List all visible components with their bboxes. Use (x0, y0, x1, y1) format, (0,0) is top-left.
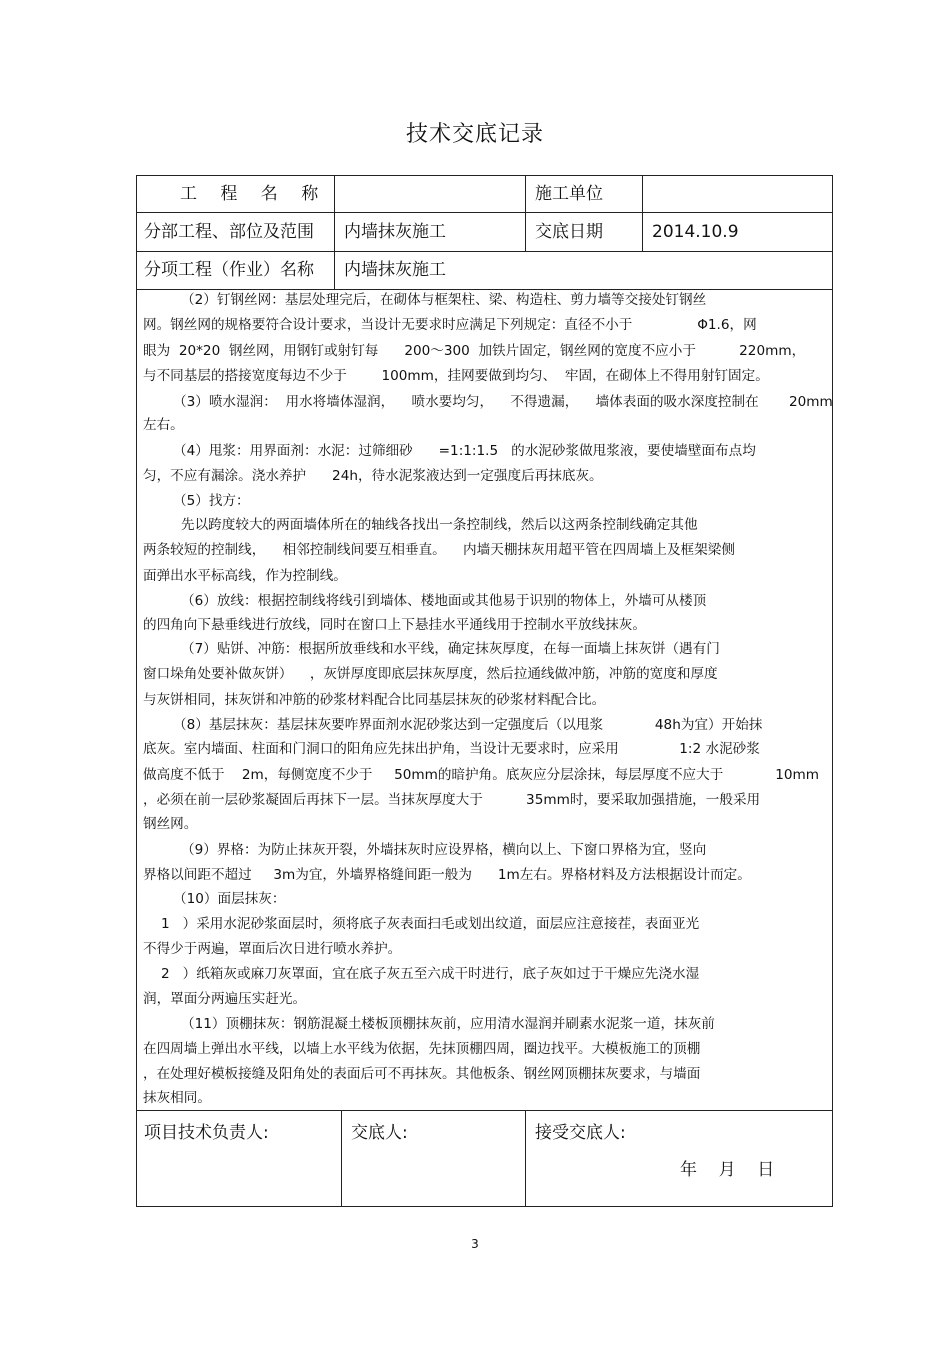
row-divider (136, 212, 833, 213)
presenter-label: 交底人: (351, 1123, 408, 1143)
signature-date: 年 月 日 (680, 1160, 775, 1180)
text-line: 网。钢丝网的规格要符合设计要求，当设计无要求时应满足下列规定：直径不小于 Φ1.6，网 (143, 317, 757, 333)
text-line: 钢丝网。 (143, 816, 198, 832)
text-line: （6）放线：根据控制线将线引到墙体、楼地面或其他易于识别的物体上，外墙可从楼顶 (181, 593, 707, 609)
division-label: 分部工程、部位及范围 (144, 222, 314, 242)
subitem-label: 分项工程（作业）名称 (144, 260, 314, 280)
document-title: 技术交底记录 (405, 122, 544, 147)
text-line: ，必须在前一层砂浆凝固后再抹下一层。当抹灰厚度大于 35mm时，要采取加强措施，一般采用 (143, 792, 761, 808)
text-line: 润，罩面分两遍压实赶光。 (143, 991, 307, 1007)
text-line: 1 ）采用水泥砂浆面层时，须将底子灰表面扫毛或划出纹道，面层应注意接茬，表面亚光 (161, 916, 700, 932)
text-line: 做高度不低于 2m，每侧宽度不少于 50mm的暗护角。底灰应分层涂抹，每层厚度不应大于 10mm (143, 767, 819, 783)
text-line: （11）顶棚抹灰：钢筋混凝土楼板顶棚抹灰前，应用清水湿润并刷素水泥浆一道，抹灰前 (181, 1016, 715, 1032)
text-line: 抹灰相同。 (143, 1090, 211, 1106)
column-divider (642, 175, 643, 252)
text-line: 底灰。室内墙面、柱面和门洞口的阳角应先抹出护角，当设计无要求时，应采用 1:2 水泥砂浆 (143, 741, 760, 757)
division-value: 内墙抹灰施工 (344, 222, 446, 242)
text-line: （2）钉钢丝网：基层处理完后，在砌体与框架柱、梁、构造柱、剪力墙等交接处钉钢丝 (181, 292, 707, 308)
text-line: 面弹出水平标高线，作为控制线。 (143, 568, 347, 584)
text-line: （3）喷水湿润： 用水将墙体湿润， 喷水要均匀， 不得遗漏， 墙体表面的吸水深度控制在 20mm (173, 394, 833, 410)
page-number: 3 (471, 1237, 479, 1251)
text-line: （9）界格：为防止抹灰开裂，外墙抹灰时应设界格，横向以上、下窗口界格为宜，竖向 (181, 842, 707, 858)
date-label: 交底日期 (535, 222, 603, 242)
row-divider (136, 251, 833, 252)
text-line: 在四周墙上弹出水平线，以墙上水平线为依据，先抹顶棚四周，圈边找平。大模板施工的顶棚 (143, 1041, 701, 1057)
column-divider (334, 175, 335, 290)
text-line: （5）找方： (173, 493, 250, 509)
text-line: 2 ）纸箱灰或麻刀灰罩面，宜在底子灰五至六成干时进行，底子灰如过于干燥应先浇水湿 (161, 966, 700, 982)
text-line: 界格以间距不超过 3m为宜，外墙界格缝间距一般为 1m左右。界格材料及方法根据设计而定。 (143, 867, 751, 883)
text-line: 左右。 (143, 417, 184, 433)
text-line: 先以跨度较大的两面墙体所在的轴线各找出一条控制线，然后以这两条控制线确定其他 (181, 517, 698, 533)
column-divider (341, 1110, 342, 1207)
text-line: 眼为 20*20 钢丝网，用钢钉或射钉每 200～300 加铁片固定，钢丝网的宽度不应小于 220mm， (143, 343, 806, 359)
text-line: （4）甩浆：用界面剂：水泥：过筛细砂 =1:1:1.5 的水泥砂浆做甩浆液，要使墙壁面布点均 (173, 443, 756, 459)
project-name-label: 工 程 名 称 (180, 184, 328, 204)
text-line: 两条较短的控制线， 相邻控制线间要互相垂直。 内墙天棚抹灰用超平管在四周墙上及框架梁侧 (143, 542, 735, 558)
text-line: 的四角向下悬垂线进行放线，同时在窗口上下悬挂水平通线用于控制水平放线抹灰。 (143, 617, 646, 633)
text-line: 匀，不应有漏涂。浇水养护 24h，待水泥浆液达到一定强度后再抹底灰。 (143, 468, 603, 484)
text-line: 与不同基层的搭接宽度每边不少于 100mm，挂网要做到均匀、 牢固，在砌体上不得用射钉固定。 (143, 368, 769, 384)
text-line: 不得少于两遍，罩面后次日进行喷水养护。 (143, 941, 402, 957)
construction-unit-label: 施工单位 (535, 184, 603, 204)
text-line: （8）基层抹灰：基层抹灰要咋界面剂水泥砂浆达到一定强度后（以甩浆 48h为宜）开始抹 (173, 717, 763, 733)
text-line: （10）面层抹灰： (173, 891, 286, 907)
row-divider (136, 1110, 833, 1111)
row-divider (136, 289, 833, 290)
text-line: 与灰饼相同，抹灰饼和冲筋的砂浆材料配合比同基层抹灰的砂浆材料配合比。 (143, 692, 606, 708)
tech-lead-label: 项目技术负责人: (144, 1123, 269, 1143)
text-line: （7）贴饼、冲筋：根据所放垂线和水平线，确定抹灰厚度，在每一面墙上抹灰饼（遇有门 (181, 641, 720, 657)
date-value: 2014.10.9 (652, 222, 739, 242)
subitem-value: 内墙抹灰施工 (344, 260, 446, 280)
column-divider (525, 175, 526, 252)
text-line: ，在处理好模板接缝及阳角处的表面后可不再抹灰。其他板条、钢丝网顶棚抹灰要求，与墙面 (143, 1066, 701, 1082)
receiver-label: 接受交底人: (535, 1123, 626, 1143)
column-divider (525, 1110, 526, 1207)
text-line: 窗口垛角处要补做灰饼） ，灰饼厚度即底层抹灰厚度，然后拉通线做冲筋，冲筋的宽度和厚度 (143, 666, 718, 682)
